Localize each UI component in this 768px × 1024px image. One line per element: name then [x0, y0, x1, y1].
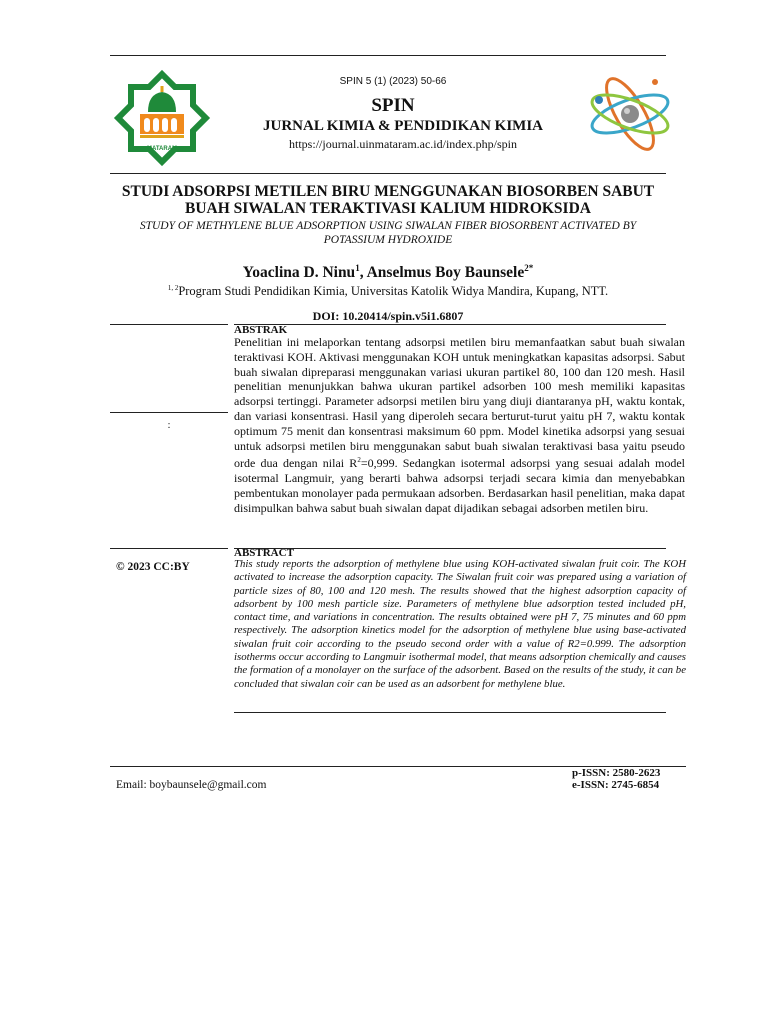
section-rule-top-right — [234, 324, 666, 325]
citation: SPIN 5 (1) (2023) 50-66 — [339, 76, 447, 87]
abstract-heading: ABSTRACT — [234, 547, 294, 559]
journal-logo — [585, 64, 675, 164]
author-1: Yoaclina D. Ninu — [242, 264, 356, 282]
affiliation-sup: 1, 2 — [167, 284, 179, 292]
journal-short-title: SPIN — [371, 95, 415, 116]
abstract-text: This study reports the adsorption of methylene blue using KOH-activated siwalan fruit coir. The KOH activated to increase the adsorption capacity. The Siwalan fruit coir was prepared using a variation of particle sizes of 80, 100 and 120 mesh. The results showed that the highest adsorption capacity of adsorbent by 100 mesh particle size. Parameters of methylene blue adsorption tested included pH, contact time, and variations in concentration. The results obtained were pH 7, 75 minutes and 60 ppm respectively. The adsorption kinetics model for the adsorption of methylene blue using base-activated siwalan fruit coir according to the pseudo second order with a value of R2=0.999. The adsorption isotherms occur according to Langmuir isothermal model, that means adsorption chemically and causes the formation of a monolayer on the surface of the adsorbent. Based on the results of the study, it can be concluded that siwalan coir can be used as an adsorbent for methylene blue. — [234, 558, 686, 690]
affiliation — [110, 284, 666, 299]
authors — [110, 263, 666, 282]
abstract-rule-top — [234, 548, 666, 549]
journal-url[interactable]: https://journal.uinmataram.ac.id/index.php/spin — [289, 137, 517, 151]
top-rule — [110, 55, 666, 56]
author-2: Anselmus Boy Baunsele — [366, 264, 525, 282]
side-rule-2 — [110, 548, 228, 549]
e-issn: e-ISSN: 2745-6854 — [572, 779, 660, 791]
author-1-sup: 1 — [355, 263, 360, 273]
side-rule-1 — [110, 412, 228, 413]
abstract-rule-bottom — [234, 712, 666, 713]
p-issn: p-ISSN: 2580-2623 — [572, 767, 661, 779]
abstrak-text-b: =0,999. Sedangkan isotermal adsorpsi yang sesuai adalah model isotermal Langmuir, yang berarti bahwa adsorpsi terjadi secara kimia dan menyebabkan pembentukan monolayer pada permukaan adsorben. Berdasarkan hasil penelitian, maka dapat disimpulkan bahwa sabut buah siwalan dapat dijadikan sebagai adsorben metilen biru. — [234, 456, 686, 515]
abstrak-text — [234, 335, 685, 516]
section-rule-top-left — [110, 324, 228, 325]
university-logo — [110, 66, 214, 170]
abstrak-text-a: Penelitian ini melaporkan tentang adsorpsi metilen biru memanfaatkan sabut buah siwalan teraktivasi KOH. Aktivasi menggunakan KOH untuk meningkatkan kapasitas adsorpsi. Sabut buah siwalan dipreparasi menggunakan variasi ukuran partikel 80, 100 dan 120 mesh. Hasil penelitian menunjukkan bahwa ukuran partikel adsorben 100 mesh memiliki kapasitas adsorpsi tertinggi. Parameter adsorpsi metilen biru yang diuji diantaranya pH, waktu kontak, dan variasi konsentrasi. Hasil yang diperoleh secara berturut-turut yaitu pH 7, waktu kontak optimum 75 menit dan konsentrasi maksimum 60 ppm. Model kinetika adsorpsi yang sesuai untuk adsorpsi metilen biru menggunakan sabut buah siwalan teraktivasi basa yaitu pseudo orde dua dengan nilai R — [234, 335, 685, 471]
affiliation-text: Program Studi Pendidikan Kimia, Universitas Katolik Widya Mandira, Kupang, NTT. — [178, 284, 609, 299]
paper-title: STUDI ADSORPSI METILEN BIRU MENGGUNAKAN BIOSORBEN SABUT BUAH SIWALAN TERAKTIVASI KALIUM HIDROKSIDA — [121, 183, 655, 217]
author-2-sup: 2* — [524, 263, 534, 273]
paper-title-english: STUDY OF METHYLENE BLUE ADSORPTION USING SIWALAN FIBER BIOSORBENT ACTIVATED BY POTASSIUM HYDROXIDE — [139, 220, 637, 246]
abstrak-heading: ABSTRAK — [234, 324, 288, 336]
svg-text:MATARAM: MATARAM — [146, 146, 178, 152]
author-separator: , — [359, 264, 367, 282]
email[interactable]: Email: boybaunsele@gmail.com — [116, 779, 267, 791]
header-rule — [110, 173, 666, 174]
atom-icon — [585, 64, 675, 164]
side-colon: : — [167, 420, 171, 431]
journal-full-title: JURNAL KIMIA & PENDIDIKAN KIMIA — [262, 118, 543, 134]
university-star-logo-icon — [110, 66, 214, 170]
license: © 2023 CC:BY — [116, 561, 190, 573]
doi[interactable]: DOI: 10.20414/spin.v5i1.6807 — [312, 309, 464, 323]
abstrak-sup: 2 — [357, 456, 361, 465]
